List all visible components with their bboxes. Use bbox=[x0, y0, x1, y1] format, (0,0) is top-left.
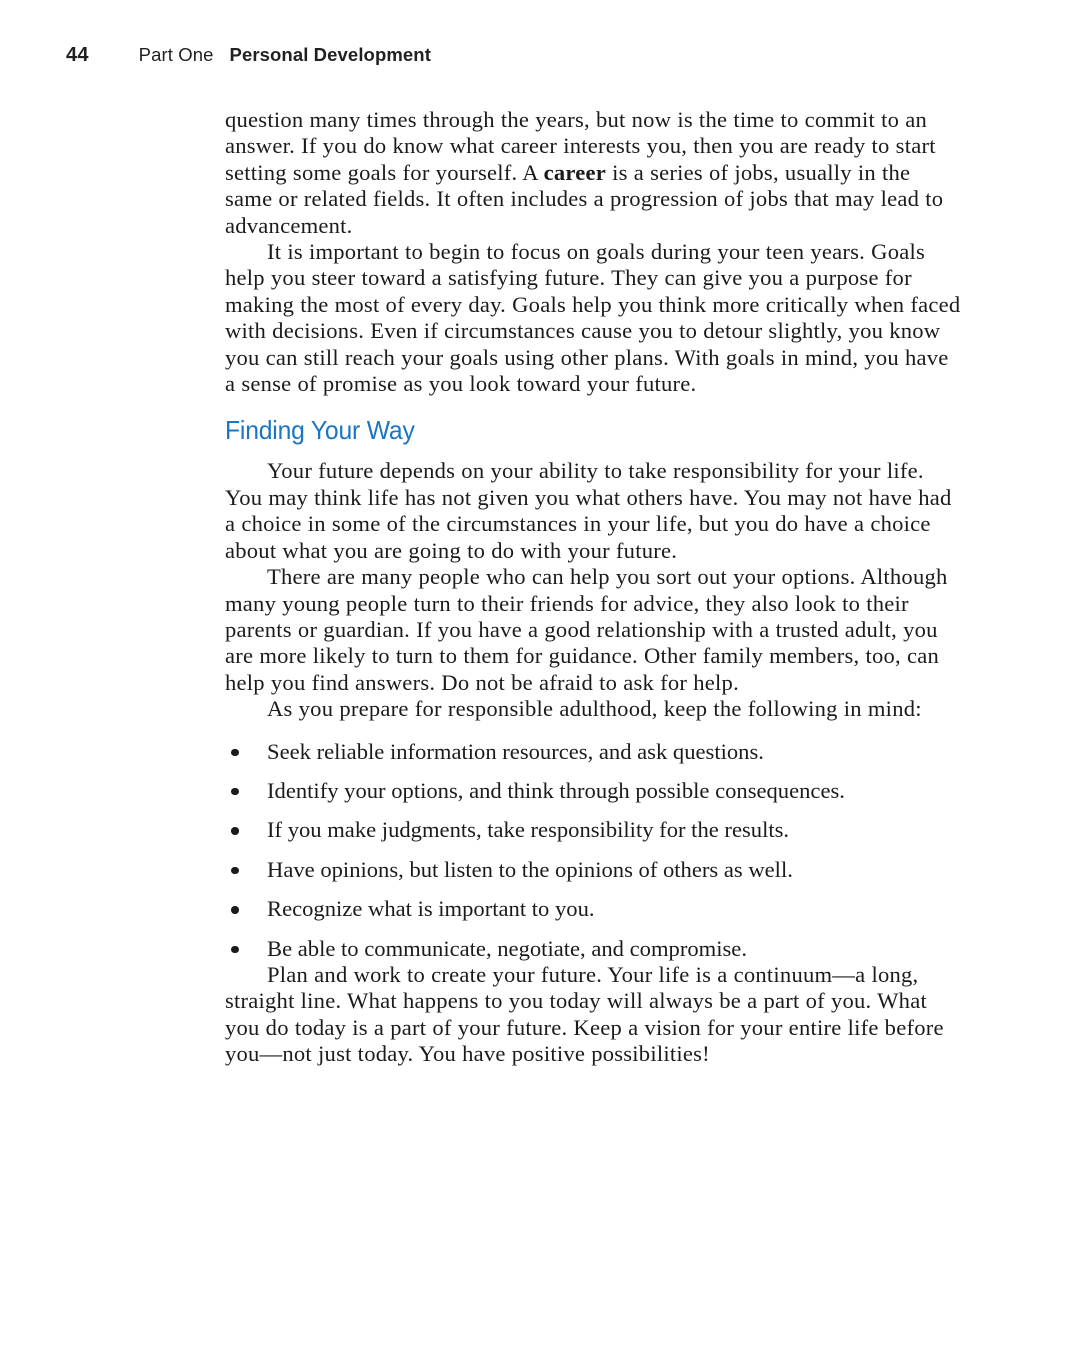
bullet-dot-icon bbox=[231, 827, 239, 835]
paragraph-continuation bbox=[225, 107, 962, 239]
paragraph-closing: Plan and work to create your future. Your life is a continuum—a long, straight line. What happens to you today will always be a part of you. What you do today is a part of your future. Keep a vision for your entire life before you—not just today. You have positive possibilities! bbox=[225, 961, 944, 1067]
list-item-label: Recognize what is important to you. bbox=[267, 896, 595, 922]
bold-term-career: career bbox=[543, 159, 607, 185]
list-item bbox=[225, 896, 962, 922]
list-item bbox=[225, 817, 962, 843]
part-label: Part One bbox=[138, 44, 214, 65]
paragraph-list-intro: As you prepare for responsible adulthood, keep the following in mind: bbox=[267, 696, 922, 722]
bullet-list bbox=[225, 739, 962, 962]
list-item-label: Have opinions, but listen to the opinions of others as well. bbox=[267, 856, 793, 882]
bullet-dot-icon bbox=[231, 906, 239, 914]
bullet-dot-icon bbox=[231, 788, 239, 796]
section-heading-finding-your-way: Finding Your Way bbox=[225, 415, 415, 446]
bullet-dot-icon bbox=[231, 946, 239, 954]
paragraph-1-text-b: is a series of jobs, usually in the same or related fields. It often includes a progression of jobs that may lead to advancement. bbox=[225, 159, 944, 238]
bullet-dot-icon bbox=[231, 749, 239, 757]
list-item bbox=[225, 778, 962, 804]
section-title-label: Personal Development bbox=[229, 44, 431, 65]
list-item-label: Seek reliable information resources, and ask questions. bbox=[267, 738, 764, 764]
page-number: 44 bbox=[66, 44, 89, 66]
paragraph-goals: It is important to begin to focus on goals during your teen years. Goals help you steer toward a satisfying future. They can give you a purpose for making the most of every day. Goals help you think more critically when faced with decisions. Even if circumstances cause you to detour slightly, you know you can still reach your goals using other plans. With goals in mind, you have a sense of promise as you look toward your future. bbox=[225, 239, 961, 397]
paragraph-help-options: There are many people who can help you sort out your options. Although many young people turn to their friends for advice, they also look to their parents or guardian. If you have a good relationship with a trusted adult, you are more likely to turn to them for guidance. Other family members, too, can help you find answers. Do not be afraid to ask for help. bbox=[225, 564, 948, 695]
running-head bbox=[66, 44, 431, 70]
text-column bbox=[225, 107, 962, 1068]
paragraph-1-text-a: question many times through the years, but now is the time to commit to an answer. If you do know what career interests you, then you are ready to start setting some goals for yourself. A bbox=[225, 107, 936, 185]
list-item bbox=[225, 936, 962, 962]
paragraph-responsibility: Your future depends on your ability to take responsibility for your life. You may think life has not given you what others have. You may not have had a choice in some of the circumstances in your life, but you do have a choice about what you are going to do with your future. bbox=[225, 458, 952, 563]
list-item-label: If you make judgments, take responsibility for the results. bbox=[267, 817, 790, 843]
section-heading-wrap bbox=[225, 415, 962, 445]
list-item bbox=[225, 739, 962, 765]
list-item-label: Be able to communicate, negotiate, and compromise. bbox=[267, 935, 747, 961]
list-item-label: Identify your options, and think through possible consequences. bbox=[267, 777, 845, 803]
list-item bbox=[225, 857, 962, 883]
bullet-dot-icon bbox=[231, 867, 239, 875]
